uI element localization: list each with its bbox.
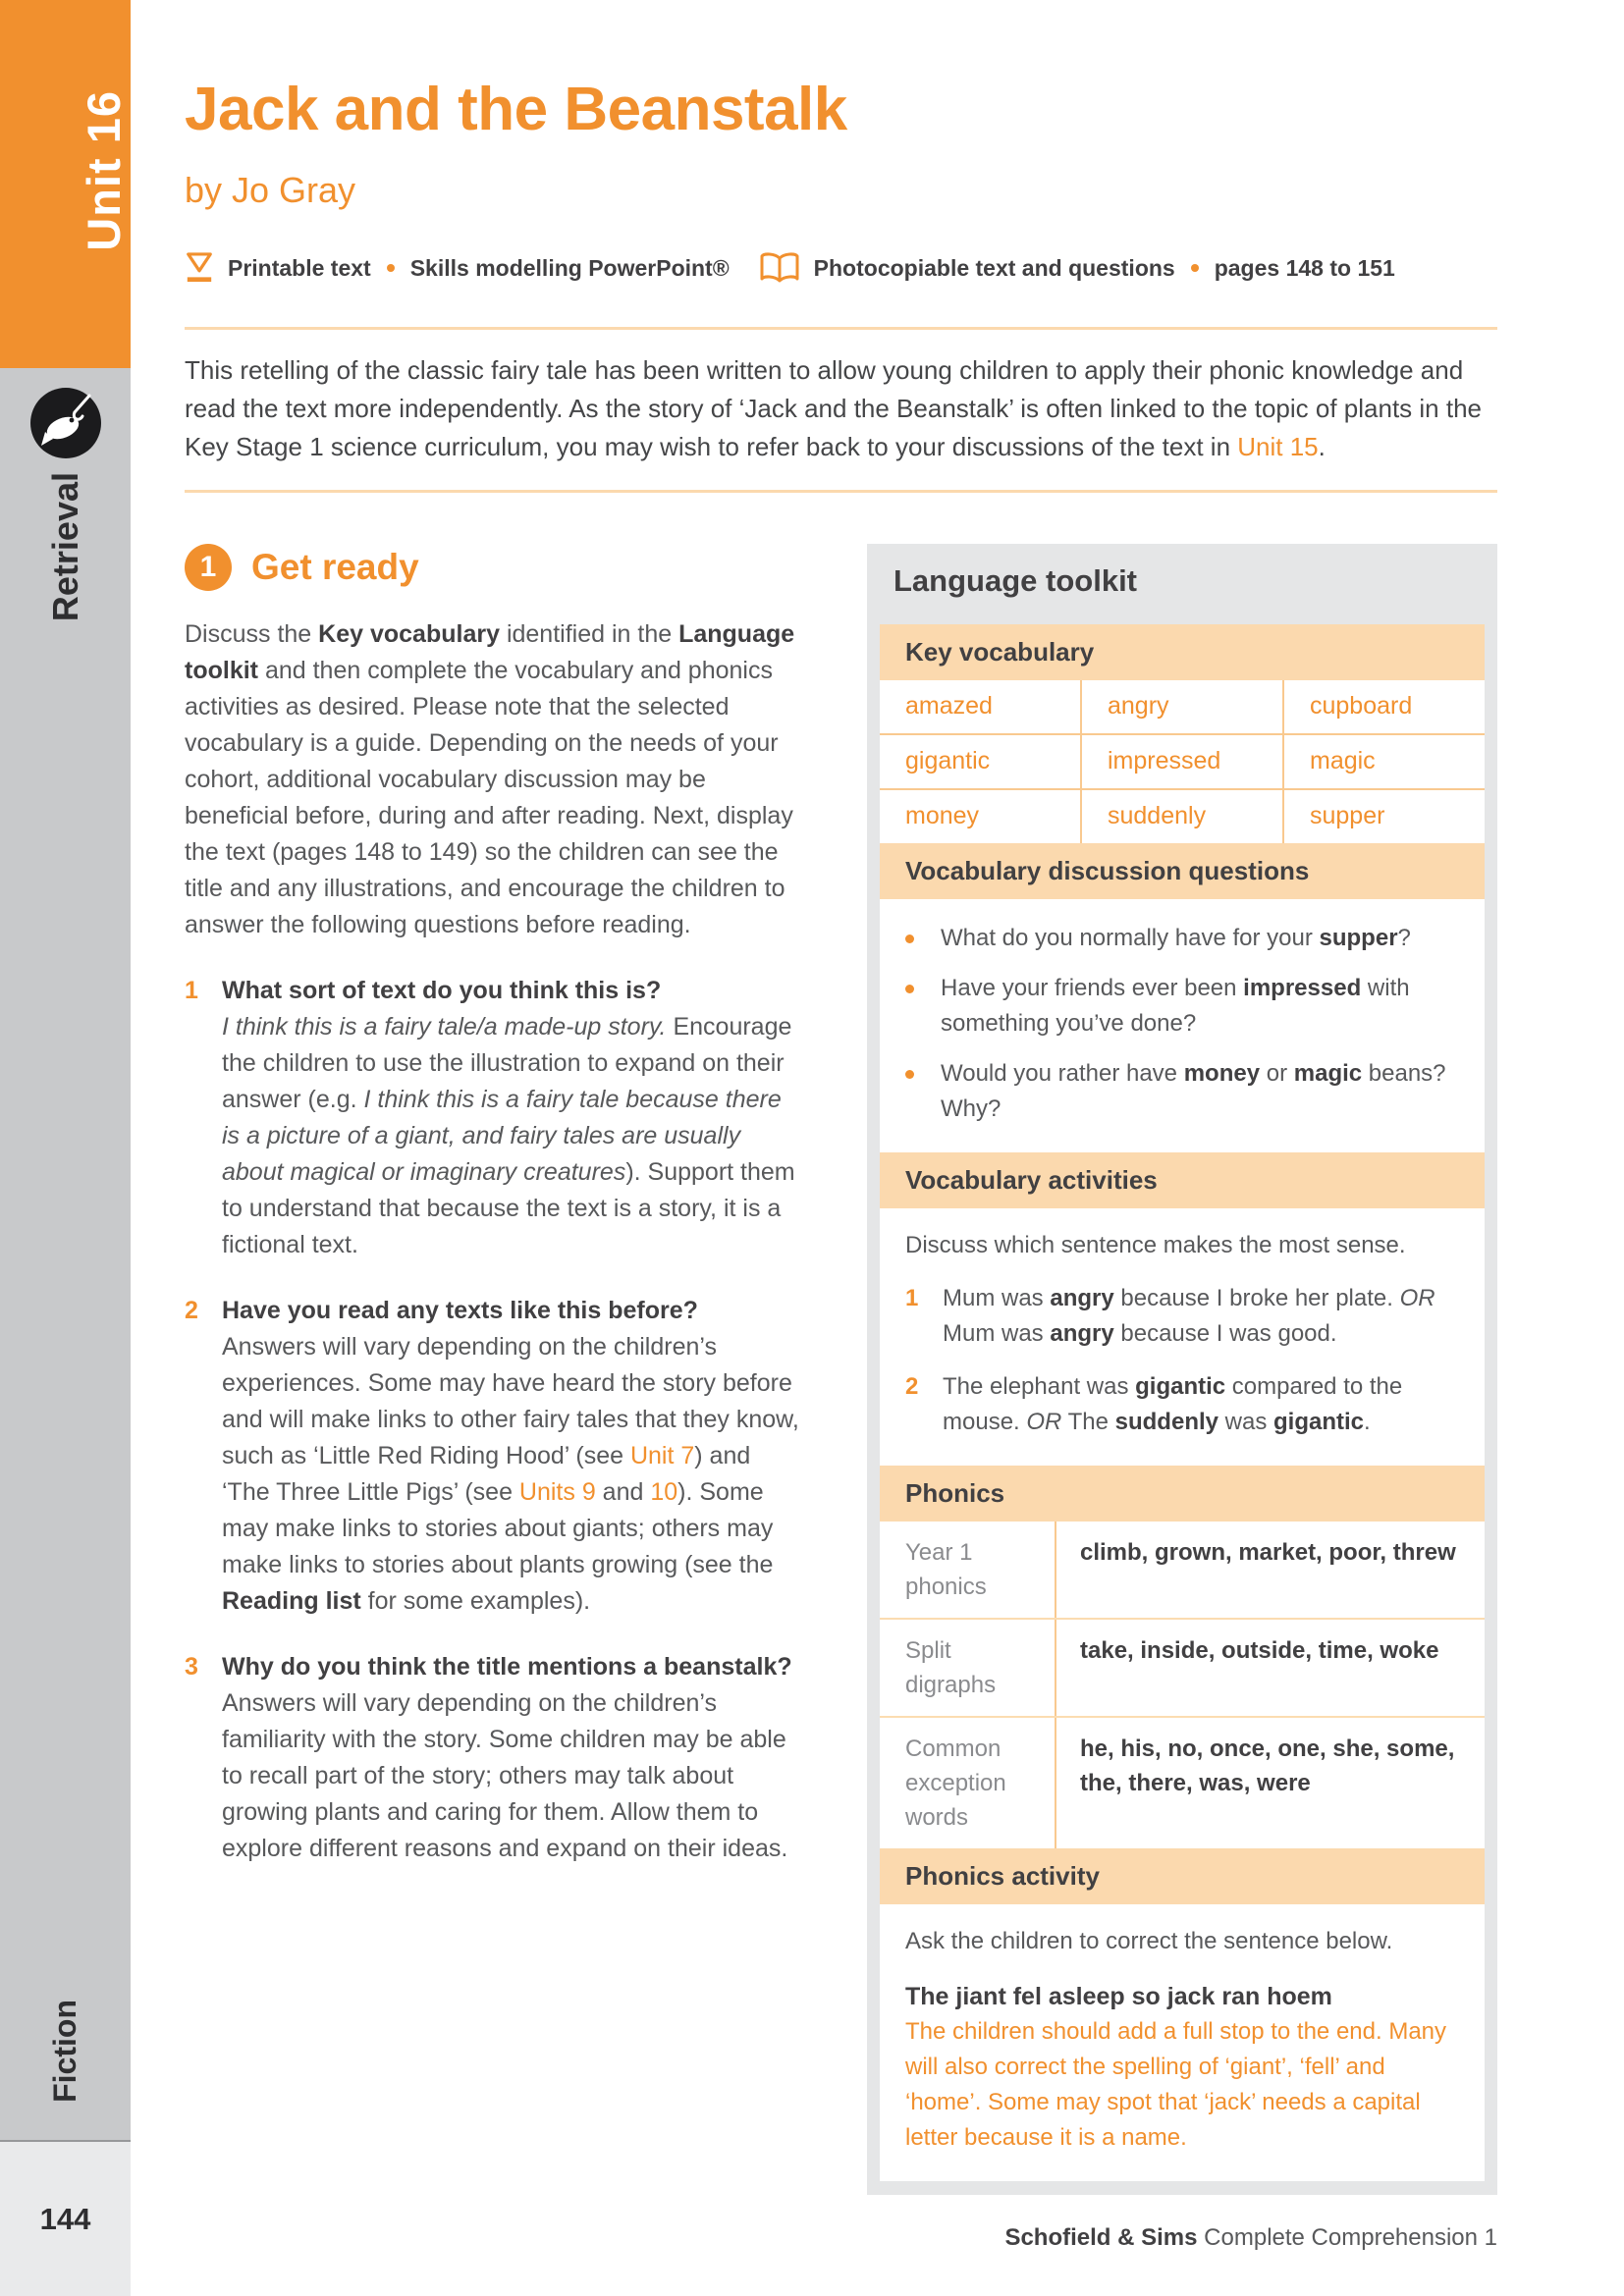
activity-item-1: [905, 1281, 1459, 1352]
unit-ribbon: [0, 0, 131, 368]
phonics-activity-instruction: Ask the children to correct the sentence below.: [905, 1928, 1393, 1954]
bullet-separator: [387, 264, 395, 272]
toolkit-title: Language toolkit: [893, 563, 1137, 598]
page-number: 144: [39, 2201, 91, 2236]
footer-brand: Schofield & Sims: [1004, 2224, 1198, 2251]
vocab-word: impressed: [1082, 735, 1282, 788]
get-ready-title: Get ready: [251, 547, 419, 587]
phonics-activity-sentence: The jiant fel asleep so jack ran hoem: [905, 1983, 1332, 2010]
phonics-row: [880, 1618, 1485, 1716]
phonics-table: [880, 1522, 1485, 1848]
vocab-word: gigantic: [880, 735, 1080, 788]
main-content: [185, 0, 1497, 2195]
resource-photocopiable: Photocopiable text and questions: [813, 254, 1175, 281]
page-title: Jack and the Beanstalk: [185, 76, 847, 143]
bullet-icon: [905, 985, 914, 993]
key-vocabulary-heading: Key vocabulary: [880, 624, 1485, 680]
vocab-word: suddenly: [1082, 790, 1282, 843]
divider: [185, 490, 1497, 493]
discussion-questions-heading: Vocabulary discussion questions: [880, 843, 1485, 899]
author: by Jo Gray: [185, 170, 356, 210]
footer-series: Complete Comprehension 1: [1197, 2224, 1497, 2251]
resource-pages: pages 148 to 151: [1214, 254, 1395, 281]
language-toolkit-panel: [867, 544, 1497, 2195]
phonics-activity: [880, 1904, 1485, 2181]
question-number: 1: [185, 977, 198, 1004]
question-number: 3: [185, 1653, 198, 1681]
phonics-row-label: Common exception words: [880, 1718, 1056, 1848]
key-vocabulary-table: [880, 680, 1485, 843]
bullet-icon: [905, 934, 914, 943]
question-text: Why do you think the title mentions a beanstalk?: [222, 1653, 792, 1681]
activity-number: 2: [905, 1373, 919, 1400]
phonics-row-label: Year 1 phonics: [880, 1522, 1056, 1618]
question-answer: Answers will vary depending on the children’s experiences. Some may have heard the story before and will make links to other fairy tales that they know, such as ‘Little Red Riding Hood’ (see Unit 7) and ‘The Three Little Pigs’ (see Units 9 and 10). Some may make links to stories about giants; others may make links to stories about plants growing (see the Reading list for some examples).: [222, 1333, 799, 1615]
question-answer: Answers will vary depending on the children’s familiarity with the story. Some children may be able to recall part of the story; others may talk about growing plants and caring for them. Allow them to explore different reasons and expand on their ideas.: [222, 1689, 788, 1862]
question-answer: I think this is a fairy tale/a made-up story. Encourage the children to use the illustration to expand on their answer (e.g. I think this is a fairy tale because there is a picture of a giant, and fairy tales are usually about magical or imaginary creatures). Support them to understand that because the text is a story, it is a fictional text.: [222, 1013, 795, 1258]
fish-on-hook-icon: [30, 388, 101, 458]
question-3: [185, 1649, 803, 1867]
question-1: [185, 973, 803, 1263]
bullet-separator: [1191, 264, 1199, 272]
vocab-word: supper: [1284, 790, 1485, 843]
discussion-question: What do you normally have for your supper?: [941, 925, 1411, 951]
page-number-strip: [0, 2140, 131, 2296]
open-book-icon: [759, 251, 800, 285]
divider: [185, 327, 1497, 330]
vocabulary-activities-heading: Vocabulary activities: [880, 1152, 1485, 1208]
resources-row: [185, 250, 1497, 286]
phonics-row-label: Split digraphs: [880, 1620, 1056, 1716]
category-label: Fiction: [47, 2000, 82, 2103]
resource-skills-powerpoint: Skills modelling PowerPoint®: [409, 254, 730, 281]
discussion-questions-list: [880, 899, 1485, 1152]
question-text: Have you read any texts like this before?: [222, 1297, 698, 1324]
step-number-badge: 1: [185, 544, 232, 591]
vocab-word: magic: [1284, 735, 1485, 788]
get-ready-section: [185, 544, 803, 1867]
get-ready-intro: Discuss the Key vocabulary identified in the Language toolkit and then complete the vocabulary and phonics activities as desired. Please note that the selected vocabulary is a guide. Depending on the needs of your cohort, additional vocabulary discussion may be beneficial before, during and after reading. Next, display the text (pages 148 to 149) so the children can see the title and any illustrations, and encourage the children to answer the following questions before reading.: [185, 620, 795, 938]
discussion-bullet: [905, 921, 1459, 956]
activity-text: The elephant was gigantic compared to the mouse. OR The suddenly was gigantic.: [943, 1373, 1403, 1435]
vocab-word: money: [880, 790, 1080, 843]
activity-text: Mum was angry because I broke her plate. OR Mum was angry because I was good.: [943, 1285, 1435, 1347]
phonics-row-words: climb, grown, market, poor, threw: [1080, 1539, 1456, 1566]
phonics-activity-answer: The children should add a full stop to the end. Many will also correct the spelling of ‘giant’, ‘fell’ and ‘home’. Some may spot that ‘jack’ needs a capital letter because it is a name.: [905, 2018, 1447, 2151]
phonics-heading: Phonics: [880, 1466, 1485, 1522]
question-2: [185, 1293, 803, 1620]
question-number: 2: [185, 1297, 198, 1324]
vocab-word: amazed: [880, 680, 1080, 733]
bullet-icon: [905, 1070, 914, 1079]
vocabulary-activities: [880, 1208, 1485, 1466]
vocab-word: angry: [1082, 680, 1282, 733]
unit-label: Unit 16: [78, 89, 130, 251]
activities-intro: Discuss which sentence makes the most sense.: [905, 1232, 1406, 1258]
phonics-row-words: he, his, no, once, one, she, some, the, there, was, were: [1080, 1735, 1455, 1796]
vocab-word: cupboard: [1284, 680, 1485, 733]
phonics-row-words: take, inside, outside, time, woke: [1080, 1637, 1439, 1664]
question-text: What sort of text do you think this is?: [222, 977, 662, 1004]
activity-item-2: [905, 1369, 1459, 1440]
get-ready-heading: [185, 544, 803, 591]
skill-label: Retrieval: [44, 472, 85, 622]
phonics-activity-heading: Phonics activity: [880, 1848, 1485, 1904]
discussion-bullet: [905, 1056, 1459, 1127]
resource-printable-text: Printable text: [228, 254, 371, 281]
download-icon: [185, 250, 214, 286]
activity-number: 1: [905, 1285, 919, 1311]
phonics-row: [880, 1716, 1485, 1848]
skill-ribbon: [0, 368, 131, 2140]
phonics-row: [880, 1522, 1485, 1618]
intro-paragraph: This retelling of the classic fairy tale has been written to allow young children to apply their phonic knowledge and read the text more independently. As the story of ‘Jack and the Beanstalk’ is often linked to the topic of plants in the Key Stage 1 science curriculum, you may wish to refer back to your discussions of the text in Unit 15.: [185, 355, 1483, 461]
discussion-bullet: [905, 971, 1459, 1041]
discussion-question: Would you rather have money or magic beans? Why?: [941, 1060, 1446, 1122]
discussion-question: Have your friends ever been impressed with something you’ve done?: [941, 975, 1410, 1037]
footer: [185, 2224, 1497, 2252]
